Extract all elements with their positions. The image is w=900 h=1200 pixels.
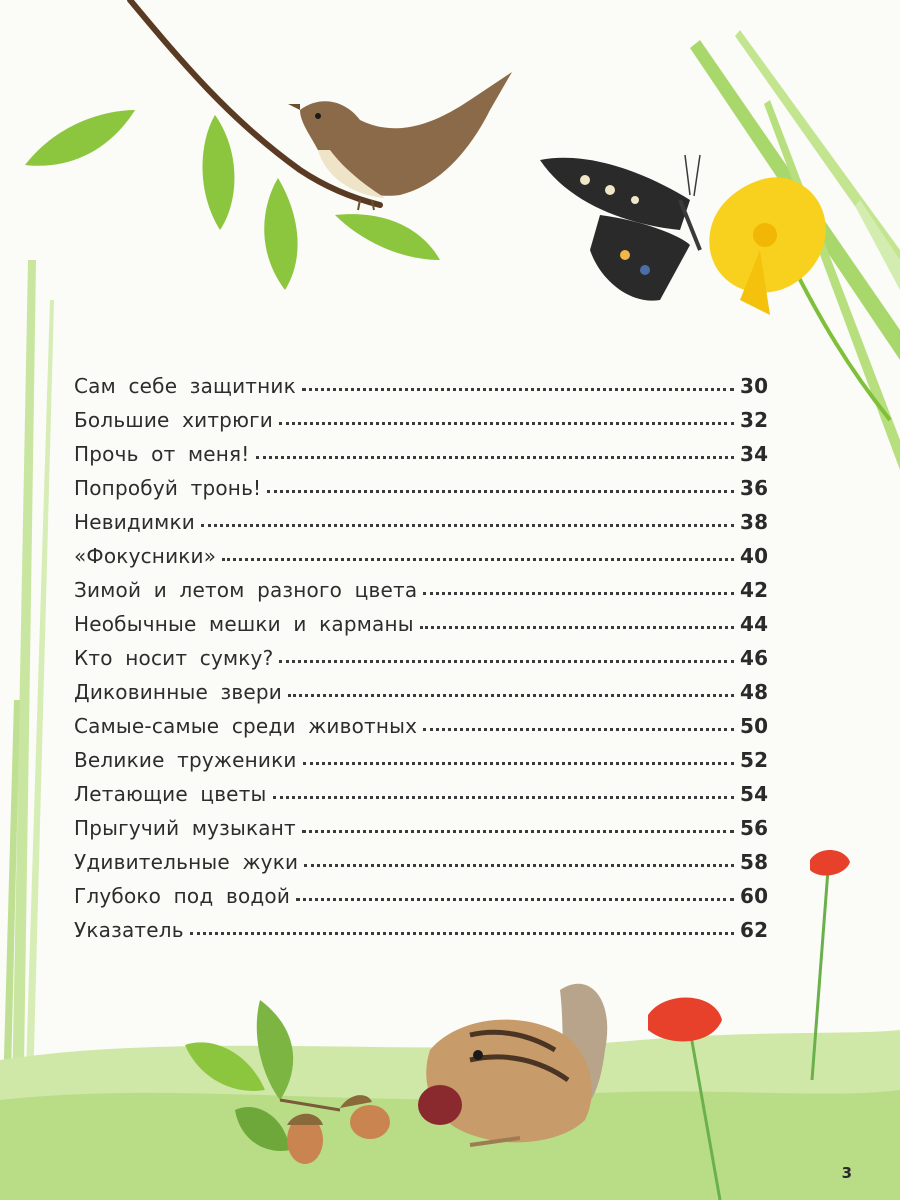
dot-leader xyxy=(423,728,734,731)
toc-entry-page: 34 xyxy=(740,442,769,466)
toc-entry[interactable] xyxy=(74,874,768,908)
toc-entry-page: 42 xyxy=(740,578,769,602)
toc-entry-title: Прочь от меня! xyxy=(74,442,250,466)
toc-entry-title: Невидимки xyxy=(74,510,195,534)
chipmunk xyxy=(418,984,607,1145)
toc-entry-title: Кто носит сумку? xyxy=(74,646,274,670)
toc-entry-page: 38 xyxy=(740,510,769,534)
dot-leader xyxy=(201,524,734,527)
dot-leader xyxy=(296,898,734,901)
toc-entry[interactable] xyxy=(74,908,768,942)
toc-entry-page: 48 xyxy=(740,680,769,704)
toc-entry-title: Необычные мешки и карманы xyxy=(74,612,414,636)
toc-entry-page: 50 xyxy=(740,714,769,738)
toc-entry-title: Летающие цветы xyxy=(74,782,267,806)
toc-entry[interactable] xyxy=(74,806,768,840)
toc-entry-title: Указатель xyxy=(74,918,184,942)
toc-entry-title: Большие хитрюги xyxy=(74,408,274,432)
dot-leader xyxy=(303,762,734,765)
dot-leader xyxy=(420,626,734,629)
dot-leader xyxy=(279,422,734,425)
toc-entry[interactable] xyxy=(74,840,768,874)
toc-entry[interactable] xyxy=(74,364,768,398)
toc-entry[interactable] xyxy=(74,636,768,670)
toc-entry-page: 46 xyxy=(740,646,769,670)
thrush-bird xyxy=(288,72,512,210)
toc-entry-page: 40 xyxy=(740,544,769,568)
dot-leader xyxy=(304,864,734,867)
toc-entry[interactable] xyxy=(74,500,768,534)
toc-entry-title: Попробуй тронь! xyxy=(74,476,262,500)
toc-entry[interactable] xyxy=(74,738,768,772)
toc-entry-title: Самые-самые среди животных xyxy=(74,714,418,738)
toc-entry-page: 56 xyxy=(740,816,769,840)
toc-entry[interactable] xyxy=(74,602,768,636)
toc-entry-page: 44 xyxy=(740,612,769,636)
toc-entry[interactable] xyxy=(74,704,768,738)
dot-leader xyxy=(256,456,735,459)
swallowtail-butterfly xyxy=(540,155,700,301)
toc-entry-title: Удивительные жуки xyxy=(74,850,299,874)
dot-leader xyxy=(267,490,734,493)
toc-entry-page: 32 xyxy=(740,408,769,432)
toc-entry[interactable] xyxy=(74,432,768,466)
toc-entry-title: Глубоко под водой xyxy=(74,884,291,908)
toc-entry-title: Сам себе защитник xyxy=(74,374,296,398)
toc-entry-page: 60 xyxy=(740,884,769,908)
toc-entry-title: Зимой и летом разного цвета xyxy=(74,578,418,602)
dot-leader xyxy=(302,830,734,833)
toc-entry-page: 58 xyxy=(740,850,769,874)
toc-entry[interactable] xyxy=(74,772,768,806)
dot-leader xyxy=(288,694,734,697)
toc-entry[interactable] xyxy=(74,670,768,704)
toc-entry-page: 36 xyxy=(740,476,769,500)
toc-entry-page: 30 xyxy=(740,374,769,398)
page-number: 3 xyxy=(841,1164,852,1182)
toc-entry-title: Прыгучий музыкант xyxy=(74,816,296,840)
dot-leader xyxy=(302,388,734,391)
table-of-contents xyxy=(74,364,768,942)
toc-entry-page: 54 xyxy=(740,782,769,806)
dot-leader xyxy=(423,592,734,595)
dot-leader xyxy=(279,660,734,663)
toc-entry[interactable] xyxy=(74,568,768,602)
toc-entry[interactable] xyxy=(74,466,768,500)
dot-leader xyxy=(222,558,734,561)
toc-entry-page: 62 xyxy=(740,918,769,942)
dot-leader xyxy=(190,932,734,935)
toc-entry-page: 52 xyxy=(740,748,769,772)
toc-entry-title: Великие труженики xyxy=(74,748,297,772)
toc-entry[interactable] xyxy=(74,398,768,432)
toc-entry-title: Диковинные звери xyxy=(74,680,282,704)
toc-entry[interactable] xyxy=(74,534,768,568)
dot-leader xyxy=(273,796,734,799)
toc-entry-title: «Фокусники» xyxy=(74,544,217,568)
